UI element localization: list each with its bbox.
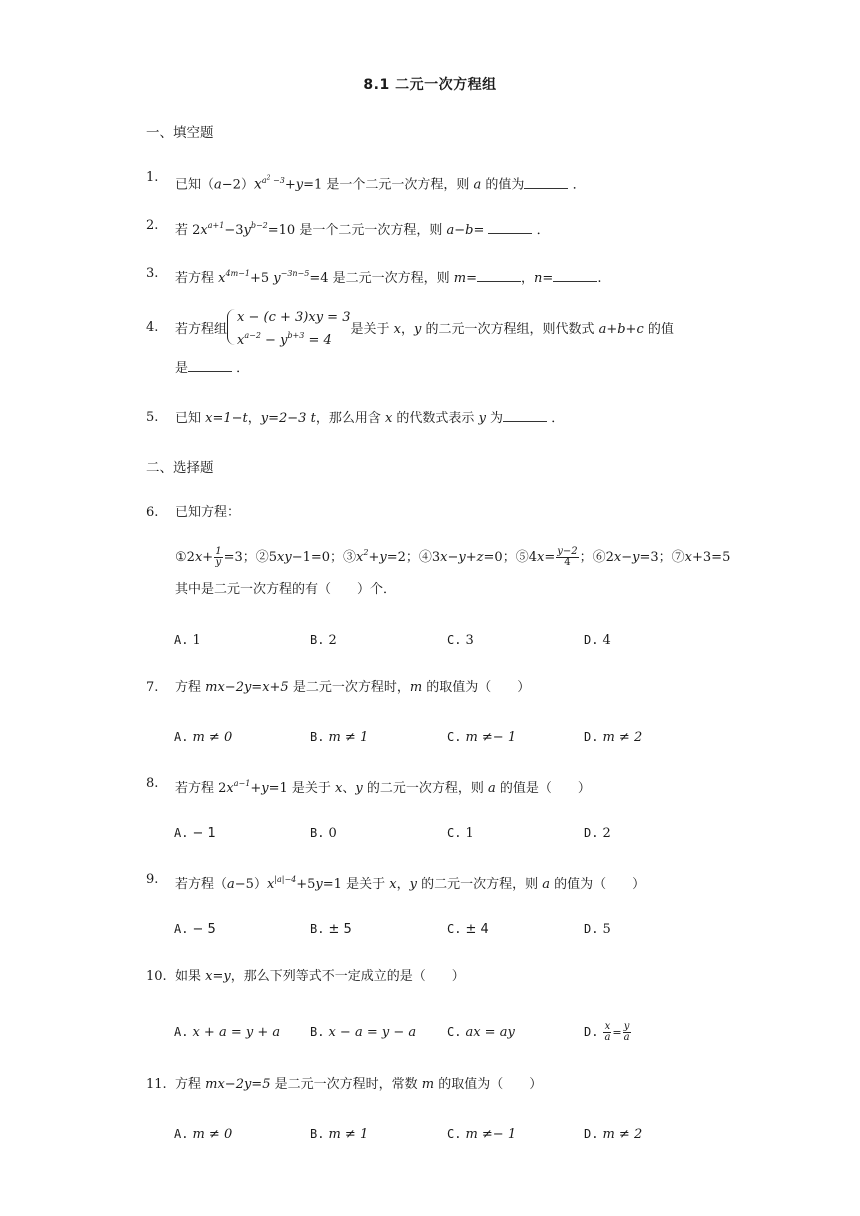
option-a[interactable]: A. x + a = y + a: [174, 1025, 281, 1040]
option-d[interactable]: D. 2: [584, 826, 611, 841]
option-a[interactable]: A. m ≠ 0: [174, 1127, 233, 1142]
question-text-continued: 是 ．: [175, 358, 735, 379]
question-number: 6.: [146, 505, 159, 520]
question-number: 5.: [146, 410, 159, 425]
question-text: 已知方程：: [175, 505, 241, 520]
question-text: 已知$(a-2)x^{a^2 -3}+y=1$ 是一个二元一次方程，则 a 的值为 ．: [175, 174, 586, 193]
option-d[interactable]: D. m ≠ 2: [584, 730, 643, 745]
question-number: 8.: [146, 776, 159, 791]
question-text: 若方程组 x − (c + 3)xy = 3 $x^{a-2} - y^{b+3} = 4$ 是关于 x，y 的二元一次方程组，则代数式 a+b+c 的值: [175, 310, 674, 348]
section-heading-fill: 一、填空题: [146, 125, 214, 141]
option-c[interactable]: C. m ≠− 1: [447, 730, 517, 745]
option-d[interactable]: D. 4: [584, 633, 611, 648]
question-text: 若 $2x^{a+1}-3y^{b-2}=10$ 是一个二元一次方程，则 a−b= ．: [175, 221, 550, 238]
answer-blank[interactable]: [524, 175, 568, 189]
answer-blank-m[interactable]: [477, 268, 521, 282]
options-q7: [174, 726, 734, 748]
option-b[interactable]: B. m ≠ 1: [310, 1127, 369, 1142]
question-text: 已知 x=1−t，y=2−3 t，那么用含 x 的代数式表示 y 为 ．: [175, 408, 735, 429]
question-number: 1.: [146, 170, 159, 185]
question-prompt: 其中是二元一次方程的有（ ）个．: [175, 582, 397, 597]
answer-blank[interactable]: [503, 408, 547, 422]
option-b[interactable]: B. m ≠ 1: [310, 730, 369, 745]
question-number: 9.: [146, 872, 159, 887]
page-title: 8.1 二元一次方程组: [363, 77, 497, 93]
option-b[interactable]: B. 2: [310, 633, 337, 648]
option-b[interactable]: B. x − a = y − a: [310, 1025, 417, 1040]
equation-system: x − (c + 3)xy = 3 $x^{a-2} - y^{b+3} = 4$: [227, 309, 350, 350]
option-a[interactable]: A. 1: [174, 633, 201, 648]
question-number: 4.: [146, 320, 159, 335]
question-text: 若方程 $x^{4m-1}+5$ $y^{-3n-5}=4$ 是二元一次方程，则 m= ，n= .: [175, 269, 602, 286]
question-text: 若方程$(a-5)x^{|a|-4}+5y=1$ 是关于 x，y 的二元一次方程，则 a 的值为（ ）: [175, 875, 646, 892]
option-b[interactable]: B. 0: [310, 826, 337, 841]
option-c[interactable]: C. ax = ay: [447, 1025, 515, 1040]
section-heading-choice: 二、选择题: [146, 460, 214, 476]
option-c[interactable]: C. m ≠− 1: [447, 1127, 517, 1142]
option-d[interactable]: D. m ≠ 2: [584, 1127, 643, 1142]
options-q6: [174, 629, 734, 651]
option-a[interactable]: A. − 5: [174, 922, 216, 937]
options-q9: [174, 918, 734, 940]
question-number: 10.: [146, 969, 167, 984]
answer-blank[interactable]: [188, 358, 232, 372]
option-c[interactable]: C. 1: [447, 826, 474, 841]
question-number: 3.: [146, 266, 159, 281]
question-text: 方程 mx−2y=5 是二元一次方程时，常数 m 的取值为（ ）: [175, 1077, 543, 1092]
question-number: 11.: [146, 1077, 167, 1092]
options-q8: [174, 822, 734, 844]
question-text: 如果 x=y，那么下列等式不一定成立的是（ ）: [175, 969, 465, 984]
option-b[interactable]: B. ± 5: [310, 922, 352, 937]
answer-blank-n[interactable]: [553, 268, 597, 282]
option-a[interactable]: A. m ≠ 0: [174, 730, 233, 745]
option-d[interactable]: D. $\frac{x}{a}$ = $\frac{y}{a}$: [584, 1021, 630, 1043]
options-q10: [174, 1021, 734, 1043]
option-a[interactable]: A. − 1: [174, 826, 216, 841]
question-6: [146, 503, 731, 623]
question-4: [146, 310, 726, 378]
question-number: 2.: [146, 218, 159, 233]
option-c[interactable]: C. 3: [447, 633, 474, 648]
options-q11: [174, 1123, 734, 1145]
option-c[interactable]: C. ± 4: [447, 922, 489, 937]
question-text: 若方程 $2x^{a-1}+y=1$ 是关于 x、y 的二元一次方程，则 a 的值是（ ）: [175, 779, 591, 796]
question-text: 方程 mx−2y=x+5 是二元一次方程时，m 的取值为（ ）: [175, 680, 531, 695]
equation-list: ①2x+ $\frac{1}{y}$ =3；②5xy−1=0；$③x^2+y=2$；④3x−y+z=0；⑤4x= $\frac{y-2}{4}$ ；⑥2x−y=3；⑦x+3=5: [175, 546, 731, 568]
answer-blank[interactable]: [488, 220, 532, 234]
option-d[interactable]: D. 5: [584, 922, 611, 937]
question-number: 7.: [146, 680, 159, 695]
